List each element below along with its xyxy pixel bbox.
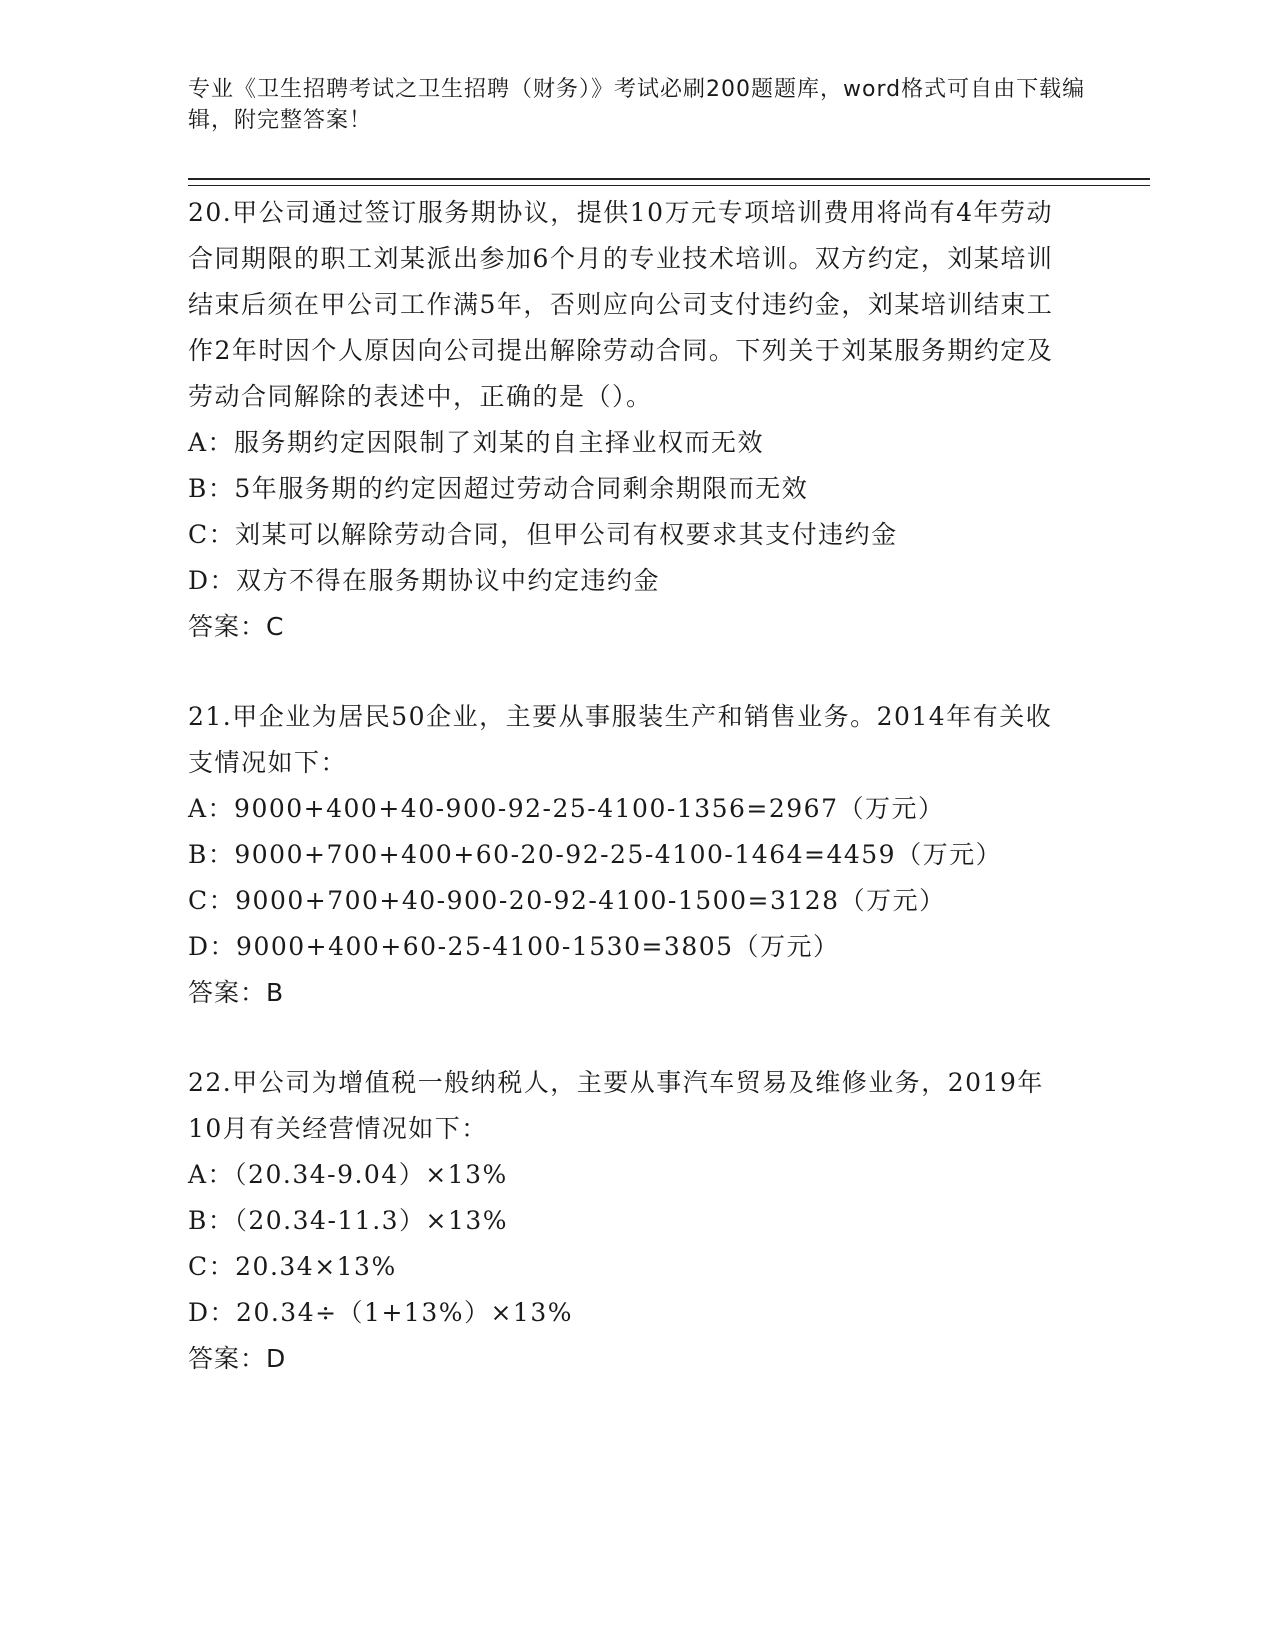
option-d: D：9000+400+60-25-4100-1530=3805（万元）	[188, 932, 840, 961]
option-c: C：刘某可以解除劳动合同，但甲公司有权要求其支付违约金	[188, 520, 898, 549]
answer-label: 答案：C	[188, 612, 285, 641]
question-stem: 21.甲企业为居民50企业，主要从事服装生产和销售业务。2014年有关收支情况如下：	[188, 702, 1053, 777]
question-stem: 22.甲公司为增值税一般纳税人，主要从事汽车贸易及维修业务，2019年10月有关经营情况如下：	[188, 1068, 1044, 1143]
option-c: C：9000+700+40-900-20-92-4100-1500=3128（万元）	[188, 886, 946, 915]
option-d: D：20.34÷（1+13%）×13%	[188, 1298, 573, 1327]
header-divider	[188, 178, 1150, 186]
document-header: 专业《卫生招聘考试之卫生招聘（财务）》考试必刷200题题库，word格式可自由下载编辑，附完整答案！	[188, 77, 1086, 133]
answer-label: 答案：D	[188, 1344, 287, 1373]
question-stem: 20.甲公司通过签订服务期协议，提供10万元专项培训费用将尚有4年劳动合同期限的职工刘某派出参加6个月的专业技术培训。双方约定，刘某培训结束后须在甲公司工作满5年，否则应向公司支付违约金，刘某培训结束工作2年时因个人原因向公司提出解除劳动合同。下列关于刘某服务期约定及劳动合同解除的表述中，正确的是（）。	[188, 198, 1054, 411]
option-a: A：服务期约定因限制了刘某的自主择业权而无效	[188, 428, 765, 457]
option-b: B：5年服务期的约定因超过劳动合同剩余期限而无效	[188, 474, 809, 503]
answer-label: 答案：B	[188, 978, 285, 1007]
option-c: C：20.34×13%	[188, 1252, 397, 1281]
option-b: B：9000+700+400+60-20-92-25-4100-1464=4459（万元）	[188, 840, 1003, 869]
option-b: B：（20.34-11.3）×13%	[188, 1206, 509, 1235]
question-21	[188, 694, 1078, 1016]
option-a: A：9000+400+40-900-92-25-4100-1356=2967（万元）	[188, 794, 945, 823]
question-list	[188, 190, 1078, 1426]
option-a: A：（20.34-9.04）×13%	[188, 1160, 508, 1189]
question-22	[188, 1060, 1078, 1382]
option-d: D：双方不得在服务期协议中约定违约金	[188, 566, 661, 595]
question-20	[188, 190, 1078, 650]
